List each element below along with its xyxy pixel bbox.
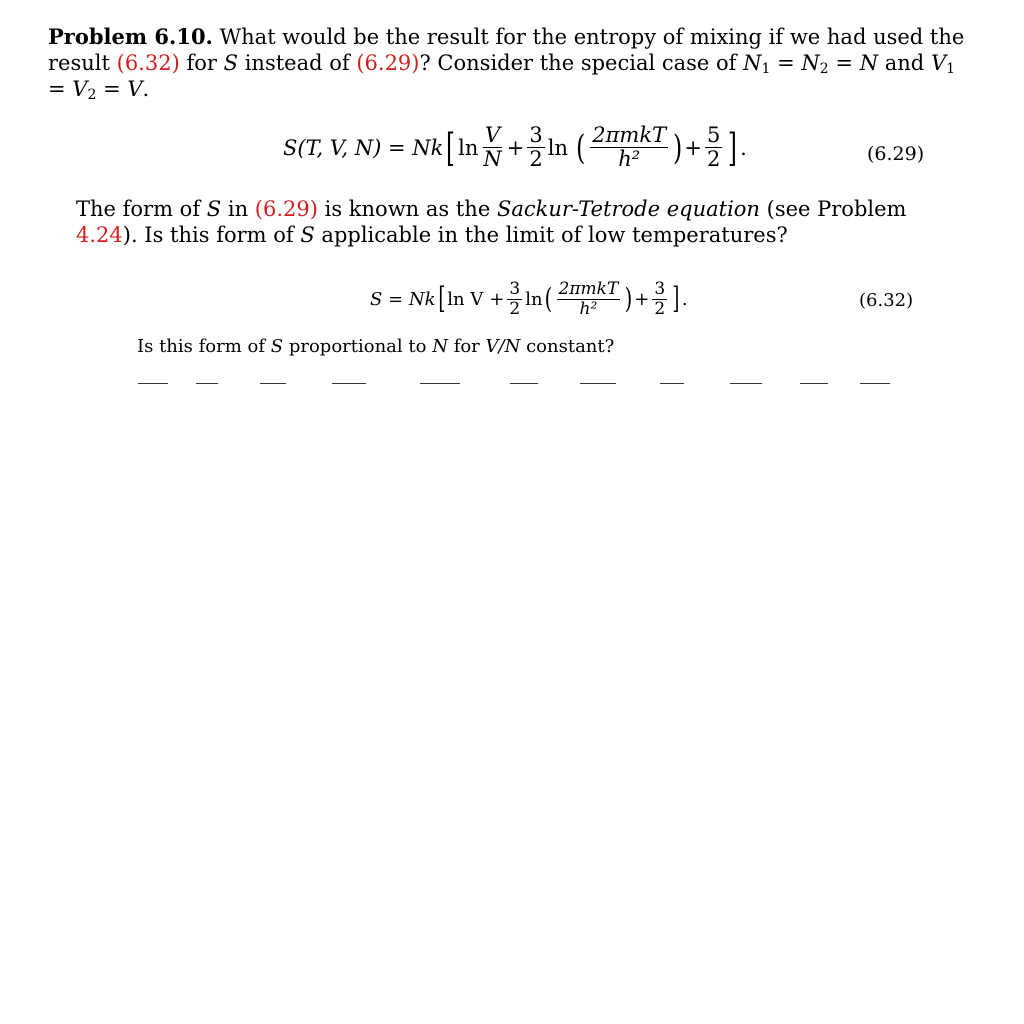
var-N2: N (801, 51, 820, 75)
problem-text-a: What would be the result for the entropy of mixing if we had used the result (48, 25, 965, 75)
equation-number-632: (6.32) (859, 290, 914, 311)
sub-2: 2 (819, 61, 829, 77)
text: ). Is this form of (122, 223, 294, 247)
equals: = (103, 77, 121, 101)
and-word: and (884, 51, 925, 75)
left-bracket: [ (437, 281, 445, 317)
fraction-3-over-2 (527, 124, 544, 171)
text: constant? (526, 336, 615, 357)
plus-sign: + (506, 135, 525, 160)
var-V-over-N: V/N (485, 336, 521, 357)
var-S: S (270, 336, 284, 357)
eq1-ln: ln (458, 135, 479, 160)
equals: = (777, 51, 795, 75)
left-paren: ( (575, 127, 586, 168)
numerator: 2πmkT (558, 279, 619, 299)
denominator: 2 (509, 298, 521, 319)
right-bracket: ] (728, 125, 738, 170)
text: for (453, 336, 480, 357)
fraction-5-over-2 (705, 124, 722, 171)
numerator: 5 (706, 123, 721, 147)
fraction-2pimkT-over-h2 (590, 124, 668, 171)
period: . (681, 288, 688, 310)
text: Is this form of (137, 336, 266, 357)
problem-text-b: for (186, 51, 217, 75)
equation-number-629: (6.29) (867, 143, 925, 165)
eq2-lnV: ln V (447, 288, 484, 310)
problem-label: Problem 6.10. (48, 24, 213, 49)
problem-text-c: instead of (244, 51, 350, 75)
numerator: 3 (654, 279, 666, 299)
fraction-2pimkT-over-h2 (557, 280, 621, 318)
clipped-text-line (100, 372, 910, 384)
eq2-lhs: S = Nk (370, 288, 436, 310)
equals: = (48, 77, 66, 101)
equation-632 (370, 280, 688, 318)
numerator: 3 (529, 123, 543, 147)
text: in (227, 197, 249, 221)
fraction-3-over-2 (507, 280, 522, 318)
var-N: N (432, 336, 448, 357)
var-V2: V (72, 77, 88, 101)
numerator: 2πmkT (592, 123, 667, 147)
text: proportional to (288, 336, 427, 357)
denominator: 2 (529, 147, 543, 172)
text: The form of (76, 197, 201, 221)
right-bracket: ] (672, 281, 680, 317)
var-V: V (127, 77, 143, 101)
equation-ref-632[interactable]: (6.32) (116, 51, 180, 75)
sub-2: 2 (87, 87, 97, 103)
problem-statement (48, 24, 978, 102)
sackur-tetrode-name: Sackur-Tetrode equation (496, 197, 760, 221)
fraction-3-over-2 (652, 280, 667, 318)
problem-text-d: ? Consider the special case of (419, 51, 737, 75)
eq1-ln2: ln (547, 135, 568, 160)
var-S: S (206, 197, 222, 221)
equals: = (835, 51, 853, 75)
equation-ref-629[interactable]: (6.29) (254, 197, 318, 221)
sackur-tetrode-paragraph (76, 196, 921, 248)
right-paren: ) (673, 127, 683, 168)
denominator: N (483, 147, 502, 172)
plus-sign: + (684, 135, 702, 160)
period: . (740, 135, 747, 160)
var-S: S (223, 51, 239, 75)
text: (see Problem (766, 197, 907, 221)
sub-1: 1 (761, 61, 771, 77)
var-N1: N (743, 51, 762, 75)
right-paren: ) (624, 282, 633, 316)
numerator: V (484, 123, 501, 147)
eq1-lhs: S(T, V, N) = Nk (283, 135, 444, 160)
denominator: h² (579, 298, 598, 319)
text: is known as the (324, 197, 491, 221)
denominator: h² (618, 147, 641, 172)
numerator: 3 (509, 279, 521, 299)
problem-ref-424[interactable]: 4.24 (76, 223, 123, 247)
clipped-text-fragment (100, 375, 910, 384)
left-bracket: [ (446, 125, 456, 170)
period: . (142, 77, 150, 101)
proportionality-question (137, 334, 837, 360)
var-N: N (859, 51, 879, 75)
left-paren: ( (544, 282, 552, 316)
plus-sign: + (634, 288, 650, 310)
fraction-V-over-N (481, 124, 503, 171)
sub-1: 1 (946, 61, 956, 77)
var-S: S (300, 223, 315, 247)
text: applicable in the limit of low temperatures? (321, 223, 788, 247)
plus-sign: + (489, 288, 505, 310)
eq2-ln2: ln (525, 288, 543, 310)
var-V1: V (930, 51, 947, 75)
equation-629 (283, 124, 747, 171)
equation-ref-629[interactable]: (6.29) (356, 51, 420, 75)
denominator: 2 (654, 298, 666, 319)
denominator: 2 (706, 147, 721, 172)
